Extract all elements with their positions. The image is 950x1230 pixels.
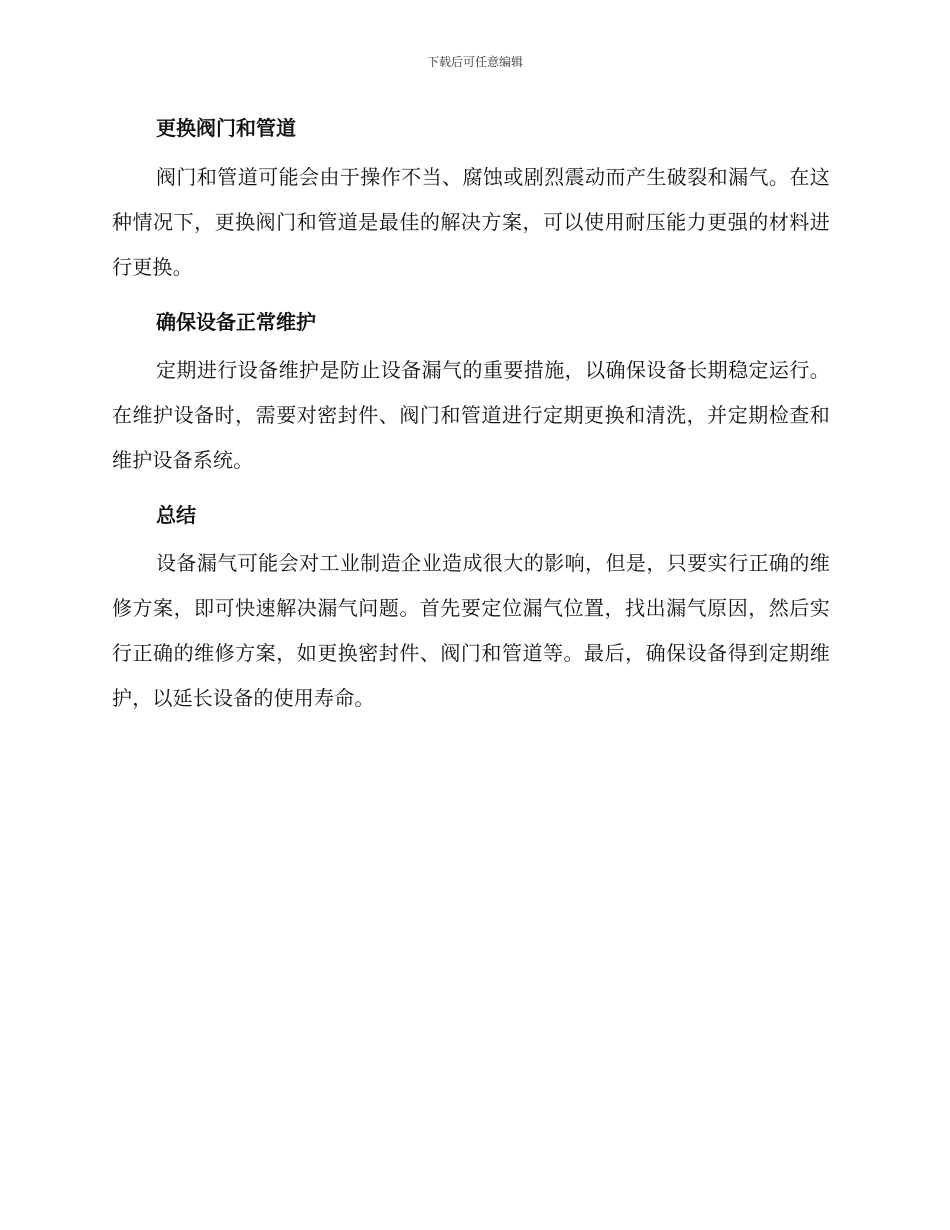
section-maintenance: [112, 304, 830, 483]
section-summary: [112, 497, 830, 721]
section-heading: 更换阀门和管道: [156, 116, 296, 140]
header-note: 下载后可任意编辑: [426, 55, 523, 69]
section-paragraph: 设备漏气可能会对工业制造企业造成很大的影响，但是，只要实行正确的维修方案，即可快速解决漏气问题。首先要定位漏气位置，找出漏气原因，然后实行正确的维修方案，如更换密封件、阀门和管道等。最后，确保设备得到定期维护，以延长设备的使用寿命。: [112, 551, 830, 710]
section-heading: 总结: [156, 503, 196, 527]
section-paragraph: 阀门和管道可能会由于操作不当、腐蚀或剧烈震动而产生破裂和漏气。在这种情况下，更换阀门和管道是最佳的解决方案，可以使用耐压能力更强的材料进行更换。: [112, 165, 830, 279]
document-body: [112, 110, 830, 735]
section-replace-valves-pipes: [112, 110, 830, 290]
section-heading: 确保设备正常维护: [156, 310, 316, 334]
section-paragraph: 定期进行设备维护是防止设备漏气的重要措施，以确保设备长期稳定运行。在维护设备时，需要对密封件、阀门和管道进行定期更换和清洗，并定期检查和维护设备系统。: [112, 358, 830, 472]
